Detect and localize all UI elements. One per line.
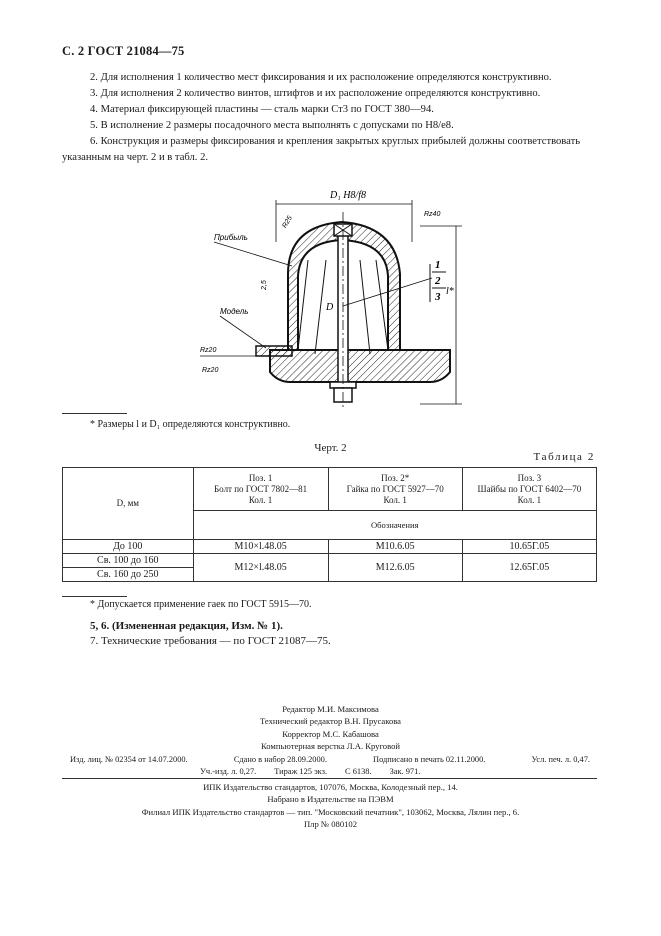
paragraph-2: 2. Для исполнения 1 количество мест фиксирования и их расположение определяются конструктивно. bbox=[90, 72, 552, 83]
base-plate bbox=[270, 350, 450, 382]
table-row: Св. 100 до 160 Св. 160 до 250 М12×l.48.05 М12.6.05 12.65Г.05 bbox=[63, 554, 597, 582]
position-2: 2 bbox=[435, 275, 441, 287]
footnote-rule-2 bbox=[62, 596, 127, 597]
paragraphs bbox=[62, 70, 597, 166]
paragraph-5: 5. В исполнение 2 размеры посадочного места выполнять с допусками по H8/e8. bbox=[90, 120, 454, 131]
roughness-top: Rz40 bbox=[424, 211, 441, 218]
note-amended: 5, 6. (Измененная редакция, Изм. № 1). bbox=[90, 620, 283, 632]
page-header: С. 2 ГОСТ 21084—75 bbox=[62, 44, 185, 58]
imprint-rule bbox=[62, 778, 597, 779]
header-pos3: Поз. 3 Шайбы по ГОСТ 6402—70 Кол. 1 bbox=[462, 468, 596, 511]
credits: Редактор М.И. Максимова Технический редактор В.Н. Прусакова Корректор М.С. Кабашова Компьютерная верстка Л.А. Круговой bbox=[259, 704, 402, 752]
paragraph-3: 3. Для исполнения 2 количество винтов, штифтов и их расположение определяются конструктивно. bbox=[90, 88, 541, 99]
roughness-left-2: Rz20 bbox=[202, 367, 219, 374]
note-requirements: 7. Технические требования — по ГОСТ 21087—75. bbox=[90, 635, 331, 647]
footnote-dimensions: * Размеры l и D₁ определяются конструктивно. bbox=[90, 419, 291, 430]
footnote-nuts: * Допускается применение гаек по ГОСТ 5915—70. bbox=[90, 599, 312, 610]
imprint: ИПК Издательство стандартов, 107076, Москва, Колодезный пер., 14. Набрано в Издательстве на ПЭВМ Филиал ИПК Издательство стандартов — тип. "Московский печатник", 103062, Москва, Лялин пер., 6. Плр № 080102 bbox=[141, 782, 520, 830]
dim-25: 2,5 bbox=[261, 280, 268, 290]
publication-meta: Изд. лиц. № 02354 от 14.07.2000. Сдано в набор 28.09.2000. Подписано в печать 02.11.2000. Усл. печ. л. 0,47. Уч.-изд. л. 0,27. Тираж 125 экз. С 6138. Зак. 971. bbox=[70, 755, 590, 776]
footnote-rule bbox=[62, 413, 127, 414]
header-pos2: Поз. 2* Гайка по ГОСТ 5927—70 Кол. 1 bbox=[328, 468, 462, 511]
table-caption: Таблица 2 bbox=[533, 451, 595, 463]
position-1: 1 bbox=[435, 259, 441, 271]
figure-caption: Черт. 2 bbox=[314, 442, 347, 454]
label-model: Модель bbox=[220, 307, 249, 316]
technical-drawing bbox=[180, 182, 480, 414]
position-3: 3 bbox=[435, 291, 441, 303]
model-strip bbox=[256, 346, 292, 356]
header-pos1: Поз. 1 Болт по ГОСТ 7802—81 Кол. 1 bbox=[193, 468, 328, 511]
table-row: До 100 М10×l.48.05 М10.6.05 10.65Г.05 bbox=[63, 540, 597, 554]
paragraph-6: 6. Конструкция и размеры фиксирования и крепления закрытых круглых прибылей должны соответствовать указанным на черт. 2 и в табл. 2. bbox=[62, 136, 581, 163]
header-d: D, мм bbox=[63, 468, 194, 540]
dim-d1: D₁ H8/f8 bbox=[330, 190, 366, 201]
roughness-left-1: Rz20 bbox=[200, 347, 217, 354]
paragraph-4: 4. Материал фиксирующей пластины — сталь марки Ст3 по ГОСТ 380—94. bbox=[90, 104, 434, 115]
dim-r25: R25 bbox=[281, 214, 294, 230]
spec-table bbox=[62, 467, 597, 582]
label-riser: Прибыль bbox=[214, 233, 248, 242]
header-designations: Обозначения bbox=[193, 511, 596, 540]
dim-l: l* bbox=[446, 286, 454, 297]
dim-d: D bbox=[326, 302, 334, 313]
